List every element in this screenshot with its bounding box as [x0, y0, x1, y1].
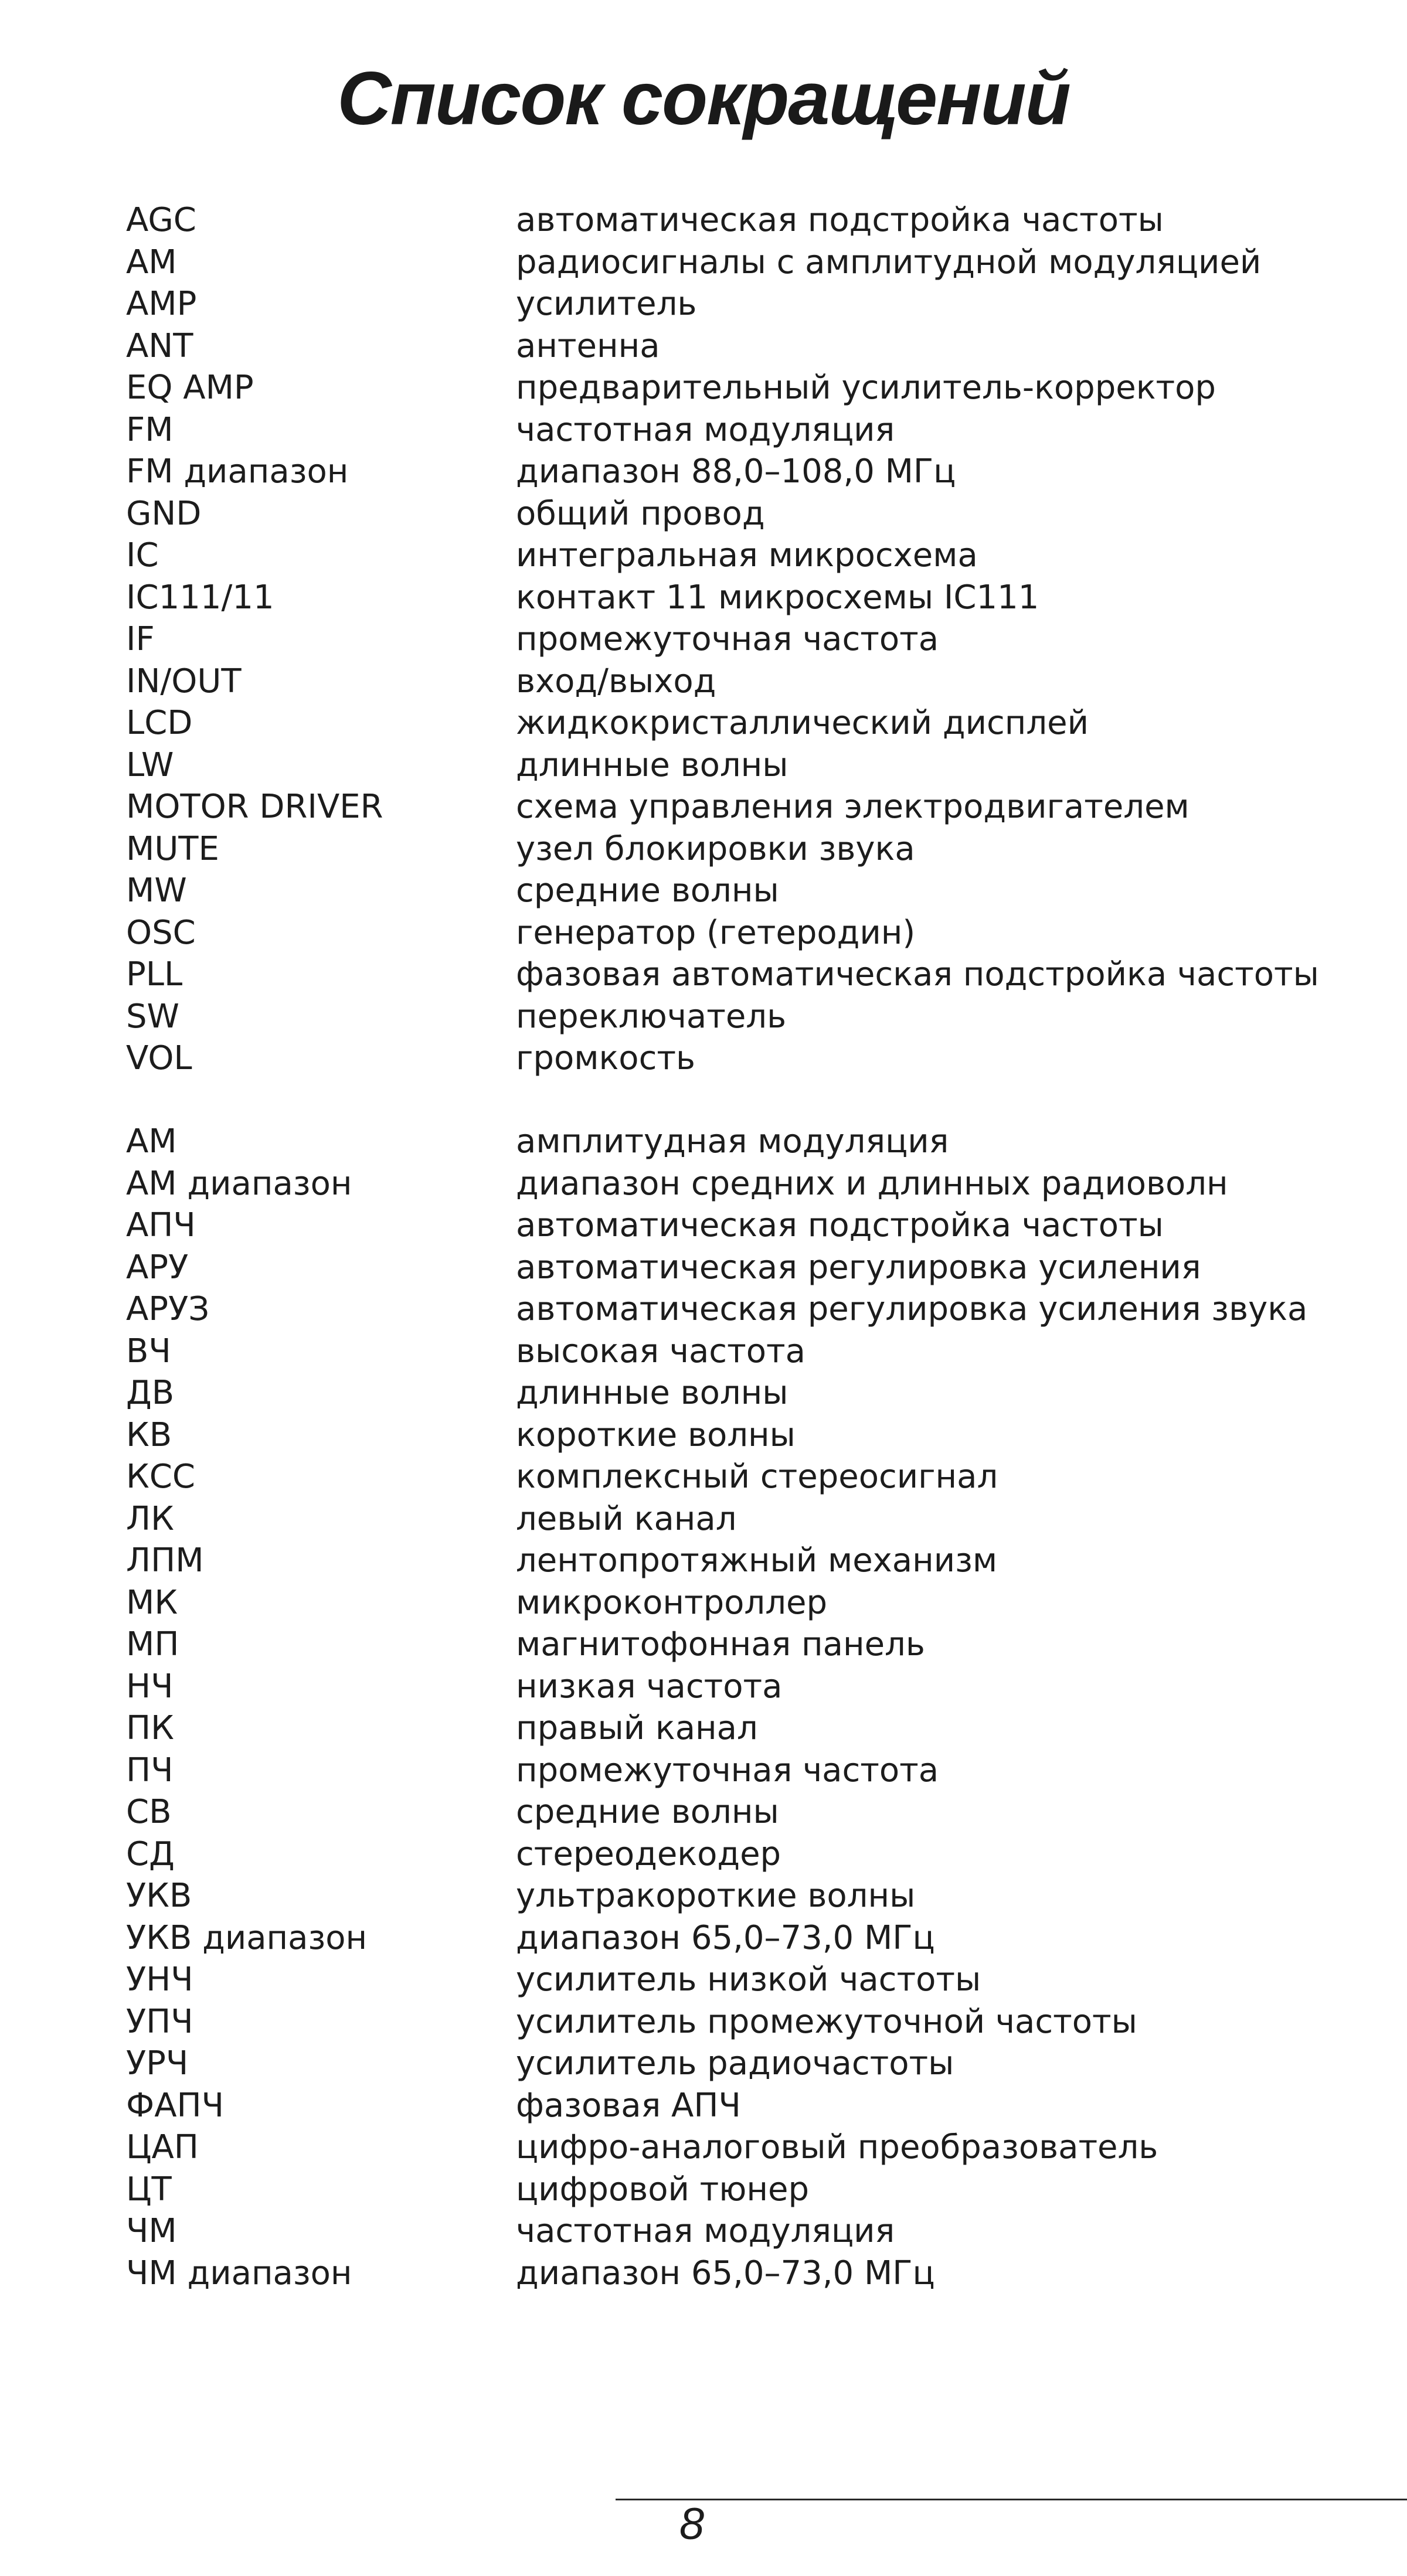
- abbreviation-row: [0, 1204, 1407, 1247]
- abbreviation-term: MW: [126, 872, 187, 910]
- abbreviation-term: КВ: [126, 1415, 172, 1454]
- abbreviation-definition: усилитель: [516, 285, 697, 323]
- abbreviation-definition: диапазон 65,0–73,0 МГц: [516, 2254, 935, 2292]
- abbreviation-term: ЛПМ: [126, 1541, 204, 1580]
- abbreviation-row: [0, 2252, 1407, 2295]
- abbreviation-definition: микроконтроллер: [516, 1583, 827, 1622]
- abbreviation-term: PLL: [126, 955, 183, 993]
- abbreviation-definition: частотная модуляция: [516, 2212, 895, 2250]
- abbreviation-row: [0, 2169, 1407, 2211]
- abbreviation-row: [0, 1288, 1407, 1330]
- abbreviation-term: AM: [126, 243, 177, 281]
- abbreviation-term: MUTE: [126, 829, 219, 868]
- abbreviation-definition: усилитель низкой частоты: [516, 1961, 981, 1999]
- abbreviation-definition: интегральная микросхема: [516, 536, 978, 574]
- abbreviation-term: МК: [126, 1583, 178, 1622]
- abbreviation-term: AGC: [126, 201, 196, 239]
- abbreviation-term: ЧМ диапазон: [126, 2254, 352, 2292]
- abbreviation-row: [0, 1624, 1407, 1666]
- abbreviation-term: LCD: [126, 704, 193, 742]
- abbreviation-row: [0, 1498, 1407, 1540]
- abbreviation-term: ДВ: [126, 1374, 175, 1412]
- abbreviation-term: УРЧ: [126, 2044, 189, 2082]
- abbreviation-definition: усилитель промежуточной частоты: [516, 2002, 1137, 2041]
- abbreviation-term: УНЧ: [126, 1961, 193, 1999]
- abbreviation-term: УПЧ: [126, 2002, 193, 2041]
- abbreviation-term: MOTOR DRIVER: [126, 788, 383, 826]
- abbreviation-term: IC: [126, 536, 159, 574]
- abbreviation-definition: предварительный усилитель-корректор: [516, 369, 1216, 407]
- abbreviation-row: [0, 996, 1407, 1038]
- abbreviation-row: [0, 1833, 1407, 1876]
- abbreviation-definition: фазовая автоматическая подстройка частоты: [516, 955, 1319, 993]
- abbreviation-row: [0, 1959, 1407, 2001]
- abbreviation-definition: автоматическая регулировка усиления звука: [516, 1290, 1308, 1328]
- abbreviation-term: ПЧ: [126, 1751, 174, 1789]
- abbreviation-term: ЧМ: [126, 2212, 177, 2250]
- abbreviation-row: [0, 199, 1407, 241]
- abbreviation-definition: длинные волны: [516, 746, 789, 784]
- abbreviation-definition: антенна: [516, 326, 660, 365]
- abbreviation-term: VOL: [126, 1039, 192, 1077]
- abbreviation-term: OSC: [126, 913, 196, 952]
- abbreviation-row: [0, 1582, 1407, 1624]
- abbreviation-row: [0, 2043, 1407, 2085]
- abbreviation-term: ПК: [126, 1709, 174, 1747]
- abbreviation-row: [0, 577, 1407, 619]
- abbreviation-definition: автоматическая подстройка частоты: [516, 201, 1164, 239]
- abbreviation-term: FM диапазон: [126, 452, 349, 491]
- abbreviation-term: АМ: [126, 1122, 177, 1161]
- abbreviation-row: [0, 1414, 1407, 1457]
- abbreviation-definition: средние волны: [516, 1793, 779, 1831]
- abbreviation-definition: стереодекодер: [516, 1835, 781, 1873]
- abbreviation-row: [0, 744, 1407, 787]
- abbreviation-term: АРУЗ: [126, 1290, 210, 1328]
- abbreviation-definition: цифровой тюнер: [516, 2170, 810, 2209]
- abbreviation-definition: высокая частота: [516, 1332, 806, 1370]
- abbreviation-definition: магнитофонная панель: [516, 1625, 925, 1663]
- abbreviation-term: УКВ диапазон: [126, 1918, 368, 1957]
- abbreviation-definition: низкая частота: [516, 1667, 783, 1706]
- abbreviation-row: [0, 2001, 1407, 2043]
- abbreviation-definition: переключатель: [516, 997, 787, 1036]
- abbreviation-term: ФАПЧ: [126, 2086, 225, 2125]
- abbreviation-definition: диапазон 88,0–108,0 МГц: [516, 452, 956, 491]
- abbreviation-row: [0, 870, 1407, 912]
- abbreviation-row: [0, 1750, 1407, 1792]
- abbreviation-definition: промежуточная частота: [516, 620, 939, 658]
- abbreviation-row: [0, 451, 1407, 493]
- abbreviation-row: [0, 367, 1407, 409]
- abbreviation-term: LW: [126, 746, 174, 784]
- abbreviation-term: ANT: [126, 326, 193, 365]
- abbreviation-definition: короткие волны: [516, 1415, 796, 1454]
- abbreviation-row: [0, 1875, 1407, 1917]
- abbreviation-definition: длинные волны: [516, 1374, 789, 1412]
- abbreviation-row: [0, 661, 1407, 703]
- abbreviation-term: СД: [126, 1835, 175, 1873]
- abbreviation-term: IF: [126, 620, 155, 658]
- abbreviation-definition: промежуточная частота: [516, 1751, 939, 1789]
- abbreviation-row: [0, 1247, 1407, 1289]
- abbreviation-row: [0, 1330, 1407, 1373]
- abbreviation-term: ЦАП: [126, 2128, 199, 2166]
- abbreviation-term: МП: [126, 1625, 179, 1663]
- abbreviation-definition: комплексный стереосигнал: [516, 1458, 998, 1496]
- abbreviation-row: [0, 1121, 1407, 1163]
- abbreviation-term: GND: [126, 494, 202, 533]
- abbreviation-row: [0, 954, 1407, 996]
- abbreviation-row: [0, 535, 1407, 577]
- abbreviation-definition: контакт 11 микросхемы IC111: [516, 578, 1039, 617]
- abbreviation-definition: амплитудная модуляция: [516, 1122, 949, 1161]
- abbreviation-definition: схема управления электродвигателем: [516, 788, 1190, 826]
- abbreviation-row: [0, 2126, 1407, 2169]
- abbreviation-term: FM: [126, 410, 174, 449]
- abbreviation-row: [0, 1666, 1407, 1708]
- abbreviation-row: [0, 283, 1407, 325]
- abbreviation-row: [0, 1540, 1407, 1582]
- abbreviation-row: [0, 786, 1407, 828]
- abbreviation-term: АМ диапазон: [126, 1164, 352, 1203]
- footer-divider: [616, 2499, 1407, 2500]
- abbreviation-row: [0, 1456, 1407, 1498]
- abbreviation-definition: вход/выход: [516, 662, 716, 700]
- abbreviation-definition: громкость: [516, 1039, 695, 1077]
- abbreviation-term: АРУ: [126, 1248, 189, 1287]
- abbreviation-definition: цифро-аналоговый преобразователь: [516, 2128, 1158, 2166]
- abbreviation-term: ЦТ: [126, 2170, 172, 2209]
- abbreviation-term: IN/OUT: [126, 662, 242, 700]
- abbreviation-term: УКВ: [126, 1877, 192, 1915]
- abbreviation-definition: узел блокировки звука: [516, 829, 915, 868]
- abbreviation-term: SW: [126, 997, 179, 1036]
- abbreviation-row: [0, 2085, 1407, 2127]
- abbreviation-row: [0, 1037, 1407, 1080]
- abbreviation-definition: автоматическая подстройка частоты: [516, 1206, 1164, 1244]
- abbreviation-definition: усилитель радиочастоты: [516, 2044, 954, 2082]
- abbreviation-definition: фазовая АПЧ: [516, 2086, 741, 2125]
- abbreviation-row: [0, 325, 1407, 367]
- abbreviation-definition: генератор (гетеродин): [516, 913, 916, 952]
- abbreviation-row: [0, 241, 1407, 284]
- abbreviation-row: [0, 1707, 1407, 1750]
- abbreviation-row: [0, 702, 1407, 744]
- abbreviation-row: [0, 409, 1407, 451]
- abbreviation-definition: частотная модуляция: [516, 410, 895, 449]
- abbreviation-row: [0, 1163, 1407, 1205]
- abbreviation-definition: средние волны: [516, 872, 779, 910]
- abbreviation-row: [0, 2210, 1407, 2252]
- abbreviation-term: НЧ: [126, 1667, 174, 1706]
- page-number: 8: [679, 2499, 705, 2549]
- abbreviation-row: [0, 828, 1407, 870]
- abbreviation-definition: общий провод: [516, 494, 765, 533]
- abbreviation-row: [0, 1372, 1407, 1414]
- abbreviation-definition: правый канал: [516, 1709, 758, 1747]
- abbreviation-definition: жидкокристаллический дисплей: [516, 704, 1089, 742]
- abbreviation-row: [0, 1791, 1407, 1833]
- abbreviation-definition: автоматическая регулировка усиления: [516, 1248, 1201, 1287]
- abbreviation-row: [0, 493, 1407, 535]
- abbreviation-term: ВЧ: [126, 1332, 171, 1370]
- abbreviation-term: СВ: [126, 1793, 172, 1831]
- abbreviation-definition: радиосигналы с амплитудной модуляцией: [516, 243, 1262, 281]
- abbreviation-term: IC111/11: [126, 578, 274, 617]
- abbreviation-definition: лентопротяжный механизм: [516, 1541, 998, 1580]
- abbreviation-term: AMP: [126, 285, 197, 323]
- abbreviation-term: АПЧ: [126, 1206, 196, 1244]
- abbreviation-term: ЛК: [126, 1499, 174, 1538]
- abbreviation-definition: ультракороткие волны: [516, 1877, 916, 1915]
- abbreviation-row: [0, 618, 1407, 661]
- page-title: Список сокращений: [337, 57, 1070, 141]
- abbreviation-definition: диапазон средних и длинных радиоволн: [516, 1164, 1228, 1203]
- abbreviation-definition: диапазон 65,0–73,0 МГц: [516, 1918, 935, 1957]
- abbreviation-row: [0, 1917, 1407, 1959]
- abbreviation-definition: левый канал: [516, 1499, 737, 1538]
- abbreviation-term: КСС: [126, 1458, 195, 1496]
- abbreviation-row: [0, 912, 1407, 954]
- abbreviation-term: EQ AMP: [126, 369, 254, 407]
